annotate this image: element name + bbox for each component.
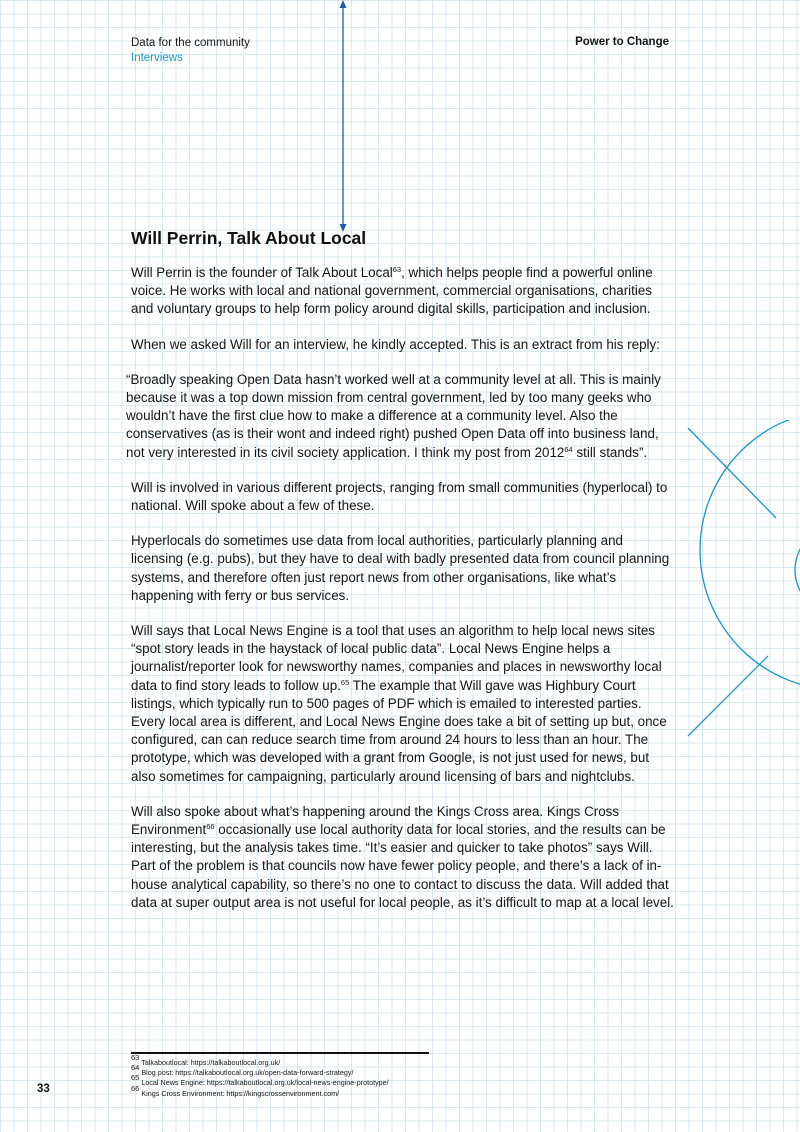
footnote[interactable]: $^{64}$ Blog post: https://talkaboutlocal.org.uk/open-data-forward-strategy/ bbox=[131, 1063, 354, 1078]
paragraph-projects: Will is involved in various different projects, ranging from small communities (hyperlocal) to national. Will spoke about a few of these. bbox=[131, 479, 668, 514]
footnote-divider bbox=[131, 1052, 429, 1054]
article-body bbox=[126, 264, 676, 929]
paragraph-interview: When we asked Will for an interview, he kindly accepted. This is an extract from his reply: bbox=[131, 336, 660, 352]
footnote[interactable]: $^{63}$ Talkaboutlocal: https://talkaboutlocal.org.uk/ bbox=[131, 1053, 281, 1067]
paragraph-hyperlocals: Hyperlocals do sometimes use data from local authorities, particularly planning and licensing (e.g. pubs), but they have to deal with badly presented data from council planning systems, and therefore often just report news from other organisations, like what’s happening with ferry or bus services. bbox=[131, 533, 670, 603]
vertical-arrow-icon bbox=[338, 0, 348, 232]
article-title: Will Perrin, Talk About Local bbox=[131, 228, 367, 248]
section-title: Data for the community bbox=[131, 37, 250, 49]
footnotes bbox=[131, 1053, 389, 1099]
publisher-name: Power to Change bbox=[575, 36, 669, 48]
footnote-ref: 66 bbox=[206, 822, 215, 832]
decorative-circle-cross-icon bbox=[680, 420, 800, 740]
running-header bbox=[131, 36, 250, 66]
interview-quote: “Broadly speaking Open Data hasn’t worked well at a community level at all. This is mainly because it was a top down mission from central government, led by too many geeks who wouldn’t have the first clue how to make a difference at a community level. Also the conservatives (as is their wont and indeed right) pushed Open Data off into business land, not very interested in its civil society application. I think my post from 2012$^{64}$ still stands”. bbox=[126, 371, 661, 460]
paragraph-kings-cross: Will also spoke about what’s happening around the Kings Cross area. Kings Cross Environment$^{66}$ occasionally use local authority data for local stories, and the results can be interesting, but the analysis takes time. “It’s easier and quicker to take photos” says Will. Part of the problem is that councils now have fewer policy people, and there’s a lack of in-house analytical capability, so there’s no one to contact to discuss the data. Will added that data at super output area is not useful for local people, as it’s difficult to map at a local level. bbox=[131, 803, 674, 910]
footnote-ref: 64 bbox=[564, 444, 573, 454]
footnote[interactable]: $^{65}$ Local News Engine: https://talkaboutlocal.org.uk/local-news-engine-prototype/ bbox=[131, 1073, 389, 1088]
paragraph-intro: Will Perrin is the founder of Talk About Local$^{63}$, which helps people find a powerful online voice. He works with local and national government, commercial organisations, charities and voluntary groups to help form policy around digital skills, participation and inclusion. bbox=[131, 265, 653, 317]
page-number: 33 bbox=[37, 1083, 50, 1095]
subsection-title: Interviews bbox=[131, 52, 183, 64]
footnote[interactable]: $^{66}$ Kings Cross Environment: https://kingscrossenvironment.com/ bbox=[131, 1083, 340, 1098]
footnote-ref: 65 bbox=[340, 677, 350, 687]
paragraph-local-news-engine: Will says that Local News Engine is a tool that uses an algorithm to help local news sites “spot story leads in the haystack of local public data”. Local News Engine helps a journalist/reporter look for newsworthy names, companies and places in newsworthy local data to find story leads to follow up.$^{65}$ The example that Will gave was Highbury Court listings, which typically run to 500 pages of PDF which is emailed to interested parties. Every local area is different, and Local News Engine does take a bit of setting up but, once configured, can can reduce search time from around 24 hours to less than an hour. The prototype, which was developed with a grant from Google, is not just used for news, but also sometimes for campaigning, particularly around licensing of bars and nightclubs. bbox=[131, 623, 667, 784]
footnote-ref: 63 bbox=[392, 265, 402, 274]
